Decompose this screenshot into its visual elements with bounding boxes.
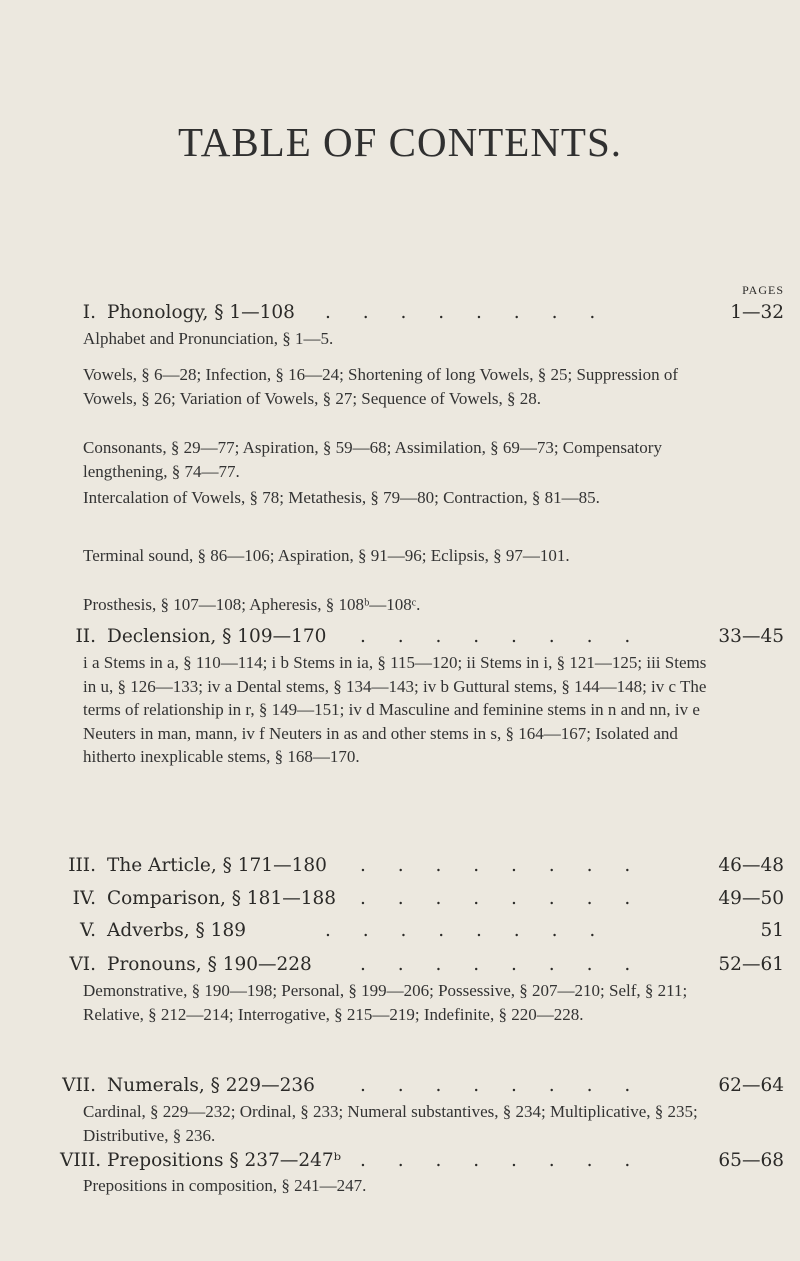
dot-leader: . . . . . . . . [325,920,609,941]
entry-pages: 65—68 [718,1150,784,1171]
entry-numeral: VII. [62,1075,96,1096]
dot-leader: . . . . . . . . [360,855,644,876]
entry-detail: Prepositions in composition, § 241—247. [83,1176,367,1195]
entry-heading: Pronouns, § 190—228 [107,954,312,975]
dot-leader: . . . . . . . . [360,626,644,647]
dot-leader: . . . . . . . . [360,1075,644,1096]
dot-leader: . . . . . . . . [360,1150,644,1171]
dot-leader: . . . . . . . . [360,888,644,909]
entry-detail: Intercalation of Vowels, § 78; Metathesis, § 79—80; Contraction, § 81—85. [83,488,600,507]
entry-heading: The Article, § 171—180 [107,855,327,876]
entry-heading: Adverbs, § 189 [107,920,246,941]
entry-heading: Numerals, § 229—236 [107,1075,315,1096]
entry-detail: Demonstrative, § 190—198; Personal, § 199—206; Possessive, § 207—210; Self, § 211; Relative, § 212—214; Interrogative, § 215—219; Indefinite, § 220—228. [83,981,688,1024]
entry-detail: Vowels, § 6—28; Infection, § 16—24; Shortening of long Vowels, § 25; Suppression of Vowels, § 26; Variation of Vowels, § 27; Sequence of Vowels, § 28. [83,365,678,408]
entry-detail: Cardinal, § 229—232; Ordinal, § 233; Numeral substantives, § 234; Multiplicative, § 235; Distributive, § 236. [83,1102,698,1145]
entry-detail: Alphabet and Pronunciation, § 1—5. [83,329,334,348]
entry-pages: 46—48 [718,855,784,876]
pages-column-label: PAGES [742,283,784,297]
dot-leader: . . . . . . . . [325,302,609,323]
entry-pages: 52—61 [718,954,784,975]
entry-pages: 1—32 [730,302,784,323]
entry-detail: Prosthesis, § 107—108; Apheresis, § 108ᵇ—108ᶜ. [83,595,421,614]
entry-numeral: VIII. [60,1150,102,1171]
page-title: TABLE OF CONTENTS. [177,119,623,165]
entry-heading: Comparison, § 181—188 [107,888,337,909]
entry-pages: 51 [760,920,784,941]
entry-numeral: VI. [69,954,96,975]
entry-detail: Terminal sound, § 86—106; Aspiration, § 91—96; Eclipsis, § 97—101. [83,546,570,565]
entry-pages: 49—50 [718,888,784,909]
entry-pages: 62—64 [718,1075,784,1096]
entry-numeral: III. [68,855,96,876]
entry-numeral: IV. [72,888,96,909]
dot-leader: . . . . . . . . [360,954,644,975]
entry-numeral: I. [82,302,96,323]
entry-detail: Consonants, § 29—77; Aspiration, § 59—68; Assimilation, § 69—73; Compensatory lengthening, § 74—77. [83,438,662,481]
entry-detail: i a Stems in a, § 110—114; i b Stems in ia, § 115—120; ii Stems in i, § 121—125; iii Stems in u, § 126—133; iv a Dental stems, § 134—143; iv b Guttural stems, § 144—148; iv c The terms of relationship in r, § 149—151; iv d Masculine and feminine stems in n and nn, iv e Neuters in man, mann, iv f Neuters in as and other stems in s, § 164—167; Isolated and hitherto inexplicable stems, § 168—170. [83,653,707,766]
entry-heading: Phonology, § 1—108 [107,302,295,323]
entry-numeral: II. [75,626,96,647]
entry-heading: Prepositions § 237—247ᵇ [107,1150,342,1171]
entry-heading: Declension, § 109—170 [107,626,327,647]
entry-pages: 33—45 [718,626,784,647]
entry-numeral: V. [79,920,96,941]
